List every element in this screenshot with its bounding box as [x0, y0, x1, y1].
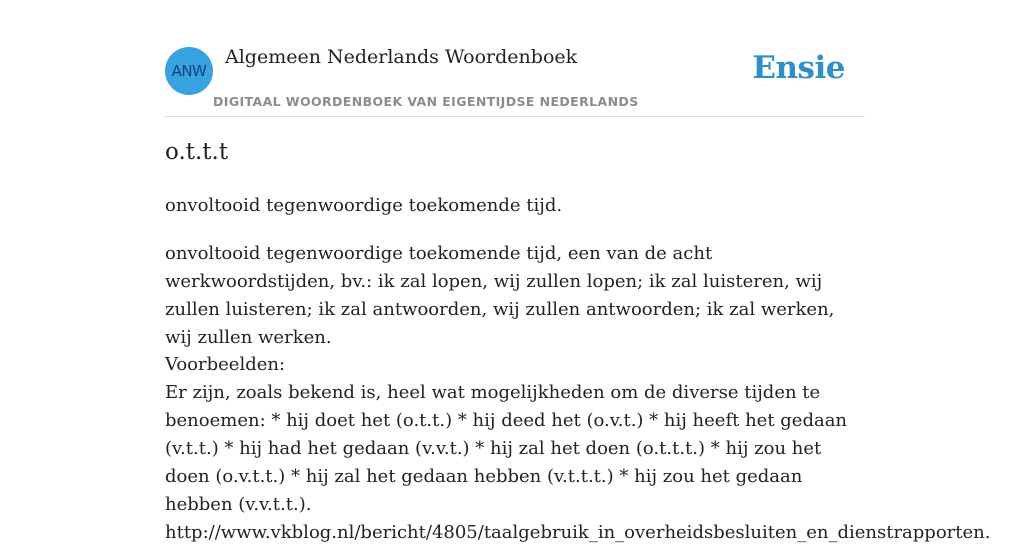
examples-label: Voorbeelden:	[165, 354, 286, 375]
ensie-brand-logo[interactable]: Ensie	[752, 50, 845, 86]
site-title[interactable]: Algemeen Nederlands Woordenboek	[225, 46, 578, 68]
entry-short-definition: onvoltooid tegenwoordige toekomende tijd.	[165, 195, 563, 216]
site-subtitle: DIGITAAL WOORDENBOEK VAN EIGENTIJDSE NEDERLANDS	[213, 94, 639, 109]
entry-term: o.t.t.t	[165, 139, 229, 165]
entry-long-definition: onvoltooid tegenwoordige toekomende tijd, een van de acht werkwoordstijden, bv.: ik zal lopen, wij zullen lopen; ik zal luisteren, wij zullen luisteren; ik zal antwoorden, wij zullen antwoorden; ik zal werken, wij zullen werken.	[165, 243, 835, 348]
site-header	[165, 42, 865, 117]
examples-text: Er zijn, zoals bekend is, heel wat mogelijkheden om de diverse tijden te benoemen: * hij doet het (o.t.t.) * hij deed het (o.v.t.) * hij heeft het gedaan (v.t.t.) * hij had het gedaan (v.v.t.) * hij zal het doen (o.t.t.t.) * hij zou het doen (o.v.t.t.) * hij zal het gedaan hebben (v.t.t.t.) * hij zou het gedaan hebben (v.v.t.t.).	[165, 382, 848, 515]
entry-examples	[165, 351, 991, 547]
source-link[interactable]: http://www.vkblog.nl/bericht/4805/taalgebruik_in_overheidsbesluiten_en_dienstrapporten.	[165, 522, 991, 543]
anw-logo[interactable]: ANW	[165, 47, 213, 95]
